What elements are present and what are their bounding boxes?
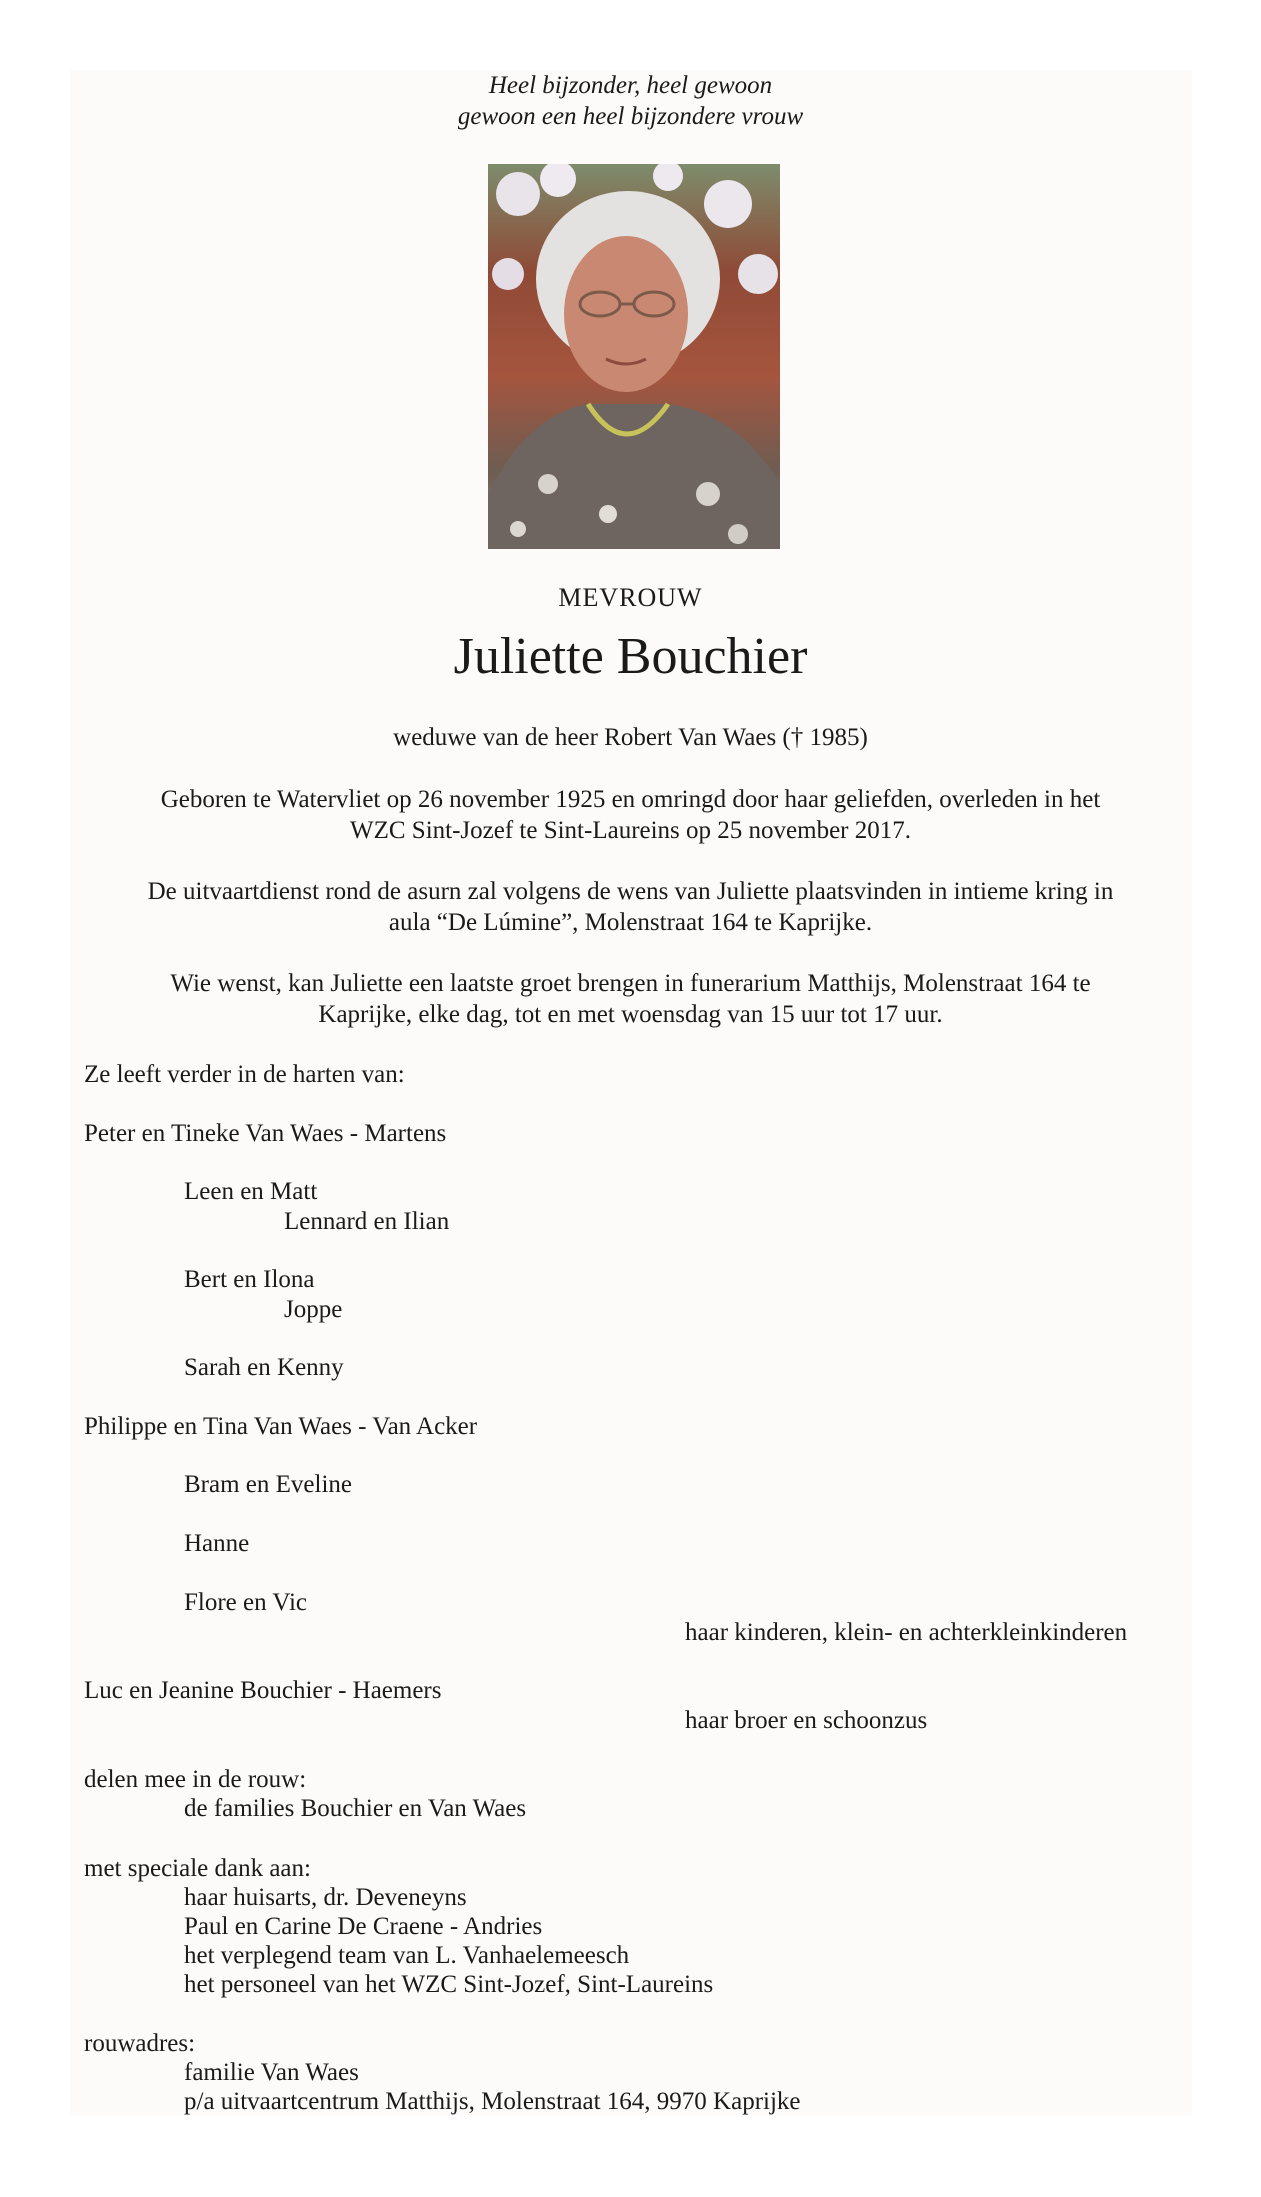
- service-line-2: aula “De Lúmine”, Molenstraat 164 te Kaprijke.: [388, 909, 873, 936]
- grandchild-2-1: Bram en Eveline: [184, 1471, 352, 1498]
- birth-death-line-1: Geboren te Watervliet op 26 november 1925 en omringd door haar geliefden, overleden in het: [160, 786, 1101, 813]
- quote-line-1: Heel bijzonder, heel gewoon: [488, 72, 773, 99]
- family-intro: Ze leeft verder in de harten van:: [84, 1061, 405, 1088]
- thanks-3: het verplegend team van L. Vanhaelemeesch: [184, 1942, 630, 1969]
- portrait-photo: [488, 164, 780, 549]
- thanks-2: Paul en Carine De Craene - Andries: [184, 1913, 543, 1940]
- address-name: familie Van Waes: [184, 2059, 359, 2086]
- title: MEVROUW: [558, 583, 703, 612]
- thanks-4: het personeel van het WZC Sint-Jozef, Sint-Laureins: [184, 1971, 714, 1998]
- grandchild-1-2: Bert en Ilona: [184, 1266, 315, 1293]
- child-2: Philippe en Tina Van Waes - Van Acker: [84, 1413, 478, 1440]
- service-line-1: De uitvaartdienst rond de asurn zal volgens de wens van Juliette plaatsvinden in intieme kring in: [147, 878, 1114, 905]
- quote-line-2: gewoon een heel bijzondere vrouw: [457, 103, 804, 130]
- widow-of: weduwe van de heer Robert Van Waes († 1985): [393, 724, 868, 751]
- visit-line-1: Wie wenst, kan Juliette een laatste groet brengen in funerarium Matthijs, Molenstraat 164 te: [170, 970, 1091, 997]
- mourning-intro: delen mee in de rouw:: [84, 1766, 307, 1793]
- great-grandchild-1-1: Lennard en Ilian: [284, 1208, 450, 1235]
- address-intro: rouwadres:: [84, 2030, 196, 2057]
- grandchild-1-3: Sarah en Kenny: [184, 1354, 344, 1381]
- grandchild-1-1: Leen en Matt: [184, 1178, 318, 1205]
- brother-label: haar broer en schoonzus: [685, 1707, 928, 1734]
- great-grandchild-1-2: Joppe: [284, 1296, 343, 1323]
- deceased-name: Juliette Bouchier: [453, 628, 808, 685]
- address-street: p/a uitvaartcentrum Matthijs, Molenstraat 164, 9970 Kaprijke: [184, 2088, 801, 2115]
- visit-line-2: Kaprijke, elke dag, tot en met woensdag van 15 uur tot 17 uur.: [318, 1001, 943, 1028]
- grandchild-2-3: Flore en Vic: [184, 1589, 308, 1616]
- brother: Luc en Jeanine Bouchier - Haemers: [84, 1677, 442, 1704]
- thanks-1: haar huisarts, dr. Deveneyns: [184, 1884, 467, 1911]
- thanks-intro: met speciale dank aan:: [84, 1855, 311, 1882]
- children-label: haar kinderen, klein- en achterkleinkinderen: [685, 1619, 1128, 1646]
- mourning-families: de families Bouchier en Van Waes: [184, 1795, 527, 1822]
- child-1: Peter en Tineke Van Waes - Martens: [84, 1120, 447, 1147]
- grandchild-2-2: Hanne: [184, 1530, 250, 1557]
- birth-death-line-2: WZC Sint-Jozef te Sint-Laureins op 25 november 2017.: [350, 817, 911, 844]
